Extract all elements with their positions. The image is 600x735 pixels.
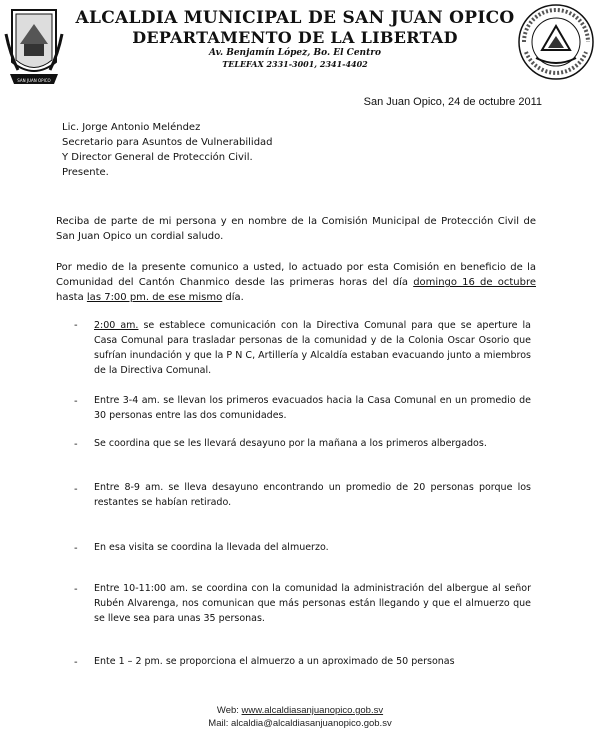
intro-paragraph xyxy=(56,260,536,305)
letterhead-address: Av. Benjamín López, Bo. El Centro xyxy=(209,48,381,58)
intro-time-underlined: las 7:00 pm. de ese mismo xyxy=(86,292,223,303)
footer-mail-link[interactable]: alcaldia@alcaldiasanjuanopico.gob.sv xyxy=(231,718,392,729)
item-time-underlined: 2:00 am. xyxy=(94,320,139,331)
list-dash: - xyxy=(74,439,78,450)
greeting-paragraph: Reciba de parte de mi persona y en nombre de la Comisión Municipal de Protección Civil de San Juan Opico un cordial saludo. xyxy=(56,216,536,242)
footer-mail xyxy=(0,718,600,729)
intro-text: Por medio de la presente comunico a usted, lo actuado por esta Comisión en beneficio de la Comunidad del Cantón Chanmico desde las primeras horas del día xyxy=(56,262,536,288)
letterhead-telefax: TELEFAX 2331-3001, 2341-4402 xyxy=(222,59,368,69)
recipient-closing: Presente. xyxy=(62,167,109,178)
footer-web-link[interactable]: www.alcaldiasanjuanopico.gob.sv xyxy=(241,705,384,716)
intro-text-2: hasta xyxy=(56,292,87,303)
list-item xyxy=(94,318,531,378)
list-dash: - xyxy=(74,320,78,331)
intro-text-3: día. xyxy=(222,292,244,303)
letterhead-subtitle: DEPARTAMENTO DE LA LIBERTAD xyxy=(132,28,458,47)
item-text: se establece comunicación con la Directiva Comunal para que se aperture la Casa Comunal para trasladar personas de la comunidad y de la Colonia Oscar Osorio que sufrían inundación y que la P N C, Artillería y Alcaldía estaban evacuando junto a miembros de la Directiva Comunal. xyxy=(94,320,531,376)
recipient-name: Lic. Jorge Antonio Meléndez xyxy=(62,122,201,133)
list-dash: - xyxy=(74,484,78,495)
footer-web xyxy=(0,705,600,716)
list-dash: - xyxy=(74,543,78,554)
recipient-title: Secretario para Asuntos de Vulnerabilidad xyxy=(62,137,273,148)
list-item: Entre 8-9 am. se lleva desayuno encontrando un promedio de 20 personas porque los restantes se habían retirado. xyxy=(94,482,531,508)
list-item: Se coordina que se les llevará desayuno por la mañana a los primeros albergados. xyxy=(94,438,487,449)
list-dash: - xyxy=(74,584,78,595)
list-dash: - xyxy=(74,657,78,668)
footer-web-label: Web: xyxy=(216,705,242,716)
list-dash: - xyxy=(74,396,78,407)
list-item: Ente 1 – 2 pm. se proporciona el almuerzo a un aproximado de 50 personas xyxy=(94,656,455,667)
national-seal-logo xyxy=(516,2,596,82)
list-item: En esa visita se coordina la llevada del almuerzo. xyxy=(94,542,329,553)
recipient-title-2: Y Director General de Protección Civil. xyxy=(62,152,253,163)
municipal-seal-logo xyxy=(4,4,64,96)
svg-text:SAN JUAN OPICO: SAN JUAN OPICO xyxy=(17,78,51,83)
intro-date-underlined: domingo 16 de octubre xyxy=(413,277,536,288)
letter-date: San Juan Opico, 24 de octubre 2011 xyxy=(363,96,542,108)
list-item: Entre 3-4 am. se llevan los primeros evacuados hacia la Casa Comunal en un promedio de 30 personas entre las dos comunidades. xyxy=(94,395,531,421)
letterhead-title: ALCALDIA MUNICIPAL DE SAN JUAN OPICO xyxy=(75,8,515,28)
footer-mail-label: Mail: xyxy=(208,718,231,729)
list-item: Entre 10-11:00 am. se coordina con la comunidad la administración del albergue al señor Rubén Alvarenga, nos comunican que más personas están llegando y que el almuerzo que se lleve sea para unas 35 personas. xyxy=(94,583,531,624)
